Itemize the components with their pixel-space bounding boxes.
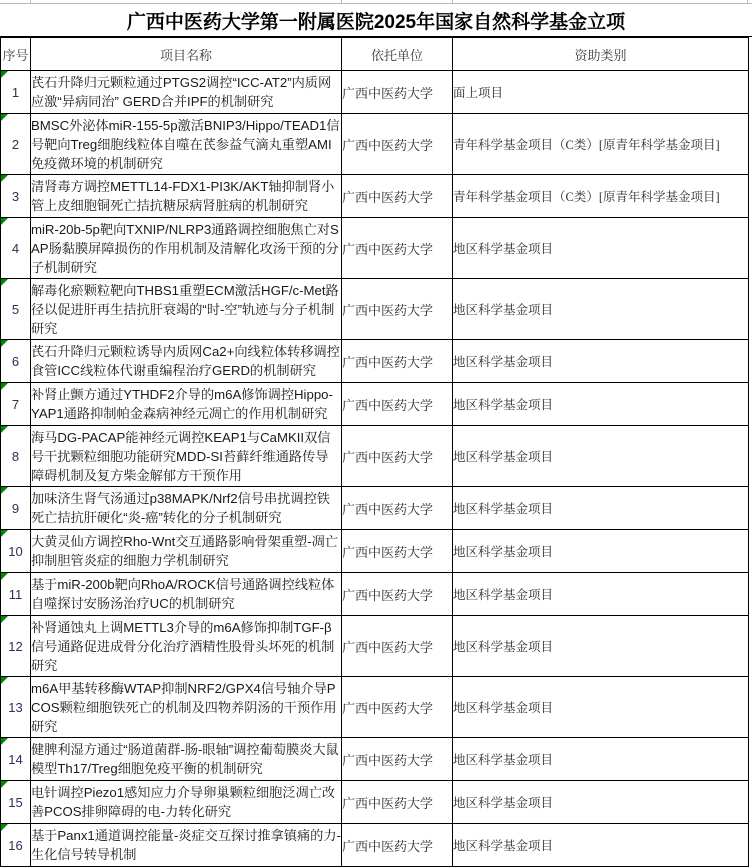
cell-funding-category: 地区科学基金项目 <box>453 781 749 824</box>
spreadsheet-top-row-strip <box>0 0 752 4</box>
cell-project-name: 大黄灵仙方调控Rho-Wnt交互通路影响骨架重塑-凋亡抑制胆管炎症的细胞力学机制研究 <box>31 530 342 573</box>
cell-project-name: 海马DG-PACAP能神经元调控KEAP1与CaMKII双信号干扰颗粒细胞功能研究MDD-SI苔藓纤维通路传导障碍机制及复方柴金解郁方干预作用 <box>31 426 342 487</box>
cell-sequence-number: 14 <box>1 738 31 781</box>
cell-funding-category: 地区科学基金项目 <box>453 738 749 781</box>
cell-host-institution: 广西中医药大学 <box>342 340 453 383</box>
cell-host-institution: 广西中医药大学 <box>342 824 453 867</box>
cell-sequence-number: 9 <box>1 487 31 530</box>
table-body <box>1 71 749 867</box>
table-row <box>1 530 749 573</box>
column-divider <box>452 0 453 3</box>
table-row <box>1 175 749 218</box>
cell-funding-category: 地区科学基金项目 <box>453 218 749 279</box>
cell-funding-category: 地区科学基金项目 <box>453 426 749 487</box>
cell-funding-category: 地区科学基金项目 <box>453 573 749 616</box>
cell-funding-category: 地区科学基金项目 <box>453 530 749 573</box>
cell-project-name: 电针调控Piezo1感知应力介导卵巢颗粒细胞泛凋亡改善PCOS排卵障碍的电-力转化研究 <box>31 781 342 824</box>
cell-project-name: 基于miR-200b靶向RhoA/ROCK信号通路调控线粒体自噬探讨安肠汤治疗UC的机制研究 <box>31 573 342 616</box>
cell-funding-category: 面上项目 <box>453 71 749 114</box>
cell-sequence-number: 16 <box>1 824 31 867</box>
cell-host-institution: 广西中医药大学 <box>342 383 453 426</box>
cell-host-institution: 广西中医药大学 <box>342 530 453 573</box>
cell-funding-category: 青年科学基金项目（C类）[原青年科学基金项目] <box>453 114 749 175</box>
cell-sequence-number: 1 <box>1 71 31 114</box>
table-row <box>1 616 749 677</box>
cell-sequence-number: 4 <box>1 218 31 279</box>
cell-host-institution: 广西中医药大学 <box>342 487 453 530</box>
page-title: 广西中医药大学第一附属医院2025年国家自然科学基金立项 <box>126 11 626 33</box>
column-header-unit: 依托单位 <box>342 38 453 71</box>
cell-project-name: 芪石升降归元颗粒通过PTGS2调控“ICC-AT2”内质网应激“异病同治” GERD合并IPF的机制研究 <box>31 71 342 114</box>
table-row <box>1 487 749 530</box>
column-header-seq: 序号 <box>1 38 31 71</box>
cell-funding-category: 地区科学基金项目 <box>453 279 749 340</box>
cell-funding-category: 地区科学基金项目 <box>453 340 749 383</box>
table-row <box>1 824 749 867</box>
table-row <box>1 218 749 279</box>
cell-sequence-number: 7 <box>1 383 31 426</box>
table-row <box>1 383 749 426</box>
cell-host-institution: 广西中医药大学 <box>342 279 453 340</box>
worksheet <box>0 4 752 867</box>
grant-projects-table <box>0 37 749 867</box>
column-divider <box>341 0 342 3</box>
cell-project-name: 健脾利湿方通过“肠道菌群-肠-眼轴”调控葡萄膜炎大鼠模型Th17/Treg细胞免疫平衡的机制研究 <box>31 738 342 781</box>
table-row <box>1 781 749 824</box>
cell-project-name: 加味济生肾气汤通过p38MAPK/Nrf2信号串扰调控铁死亡拮抗肝硬化“炎-癌”转化的分子机制研究 <box>31 487 342 530</box>
table-header <box>1 38 749 71</box>
column-header-category: 资助类别 <box>453 38 749 71</box>
cell-sequence-number: 12 <box>1 616 31 677</box>
cell-sequence-number: 15 <box>1 781 31 824</box>
cell-sequence-number: 2 <box>1 114 31 175</box>
cell-host-institution: 广西中医药大学 <box>342 426 453 487</box>
table-row <box>1 71 749 114</box>
cell-project-name: BMSC外泌体miR-155-5p激活BNIP3/Hippo/TEAD1信号靶向Treg细胞线粒体自噬在芪参益气滴丸重塑AMI免疫微环境的机制研究 <box>31 114 342 175</box>
cell-host-institution: 广西中医药大学 <box>342 677 453 738</box>
cell-sequence-number: 13 <box>1 677 31 738</box>
cell-host-institution: 广西中医药大学 <box>342 114 453 175</box>
cell-project-name: 补肾通蚀丸上调METTL3介导的m6A修饰抑制TGF-β信号通路促进成骨分化治疗酒精性股骨头坏死的机制研究 <box>31 616 342 677</box>
cell-funding-category: 地区科学基金项目 <box>453 487 749 530</box>
cell-funding-category: 青年科学基金项目（C类）[原青年科学基金项目] <box>453 175 749 218</box>
document-title-row <box>0 4 752 37</box>
cell-sequence-number: 8 <box>1 426 31 487</box>
table-row <box>1 340 749 383</box>
cell-host-institution: 广西中医药大学 <box>342 71 453 114</box>
column-divider <box>30 0 31 3</box>
cell-project-name: 清肾毒方调控METTL14-FDX1-PI3K/AKT轴抑制肾小管上皮细胞铜死亡拮抗糖尿病肾脏病的机制研究 <box>31 175 342 218</box>
cell-host-institution: 广西中医药大学 <box>342 616 453 677</box>
cell-project-name: 补肾止颤方通过YTHDF2介导的m6A修饰调控Hippo-YAP1通路抑制帕金森病神经元凋亡的作用机制研究 <box>31 383 342 426</box>
column-divider <box>747 0 748 3</box>
cell-funding-category: 地区科学基金项目 <box>453 824 749 867</box>
cell-project-name: 基于Panx1通道调控能量-炎症交互探讨推拿镇痛的力-生化信号转导机制 <box>31 824 342 867</box>
column-header-name: 项目名称 <box>31 38 342 71</box>
cell-sequence-number: 5 <box>1 279 31 340</box>
cell-sequence-number: 11 <box>1 573 31 616</box>
table-row <box>1 114 749 175</box>
cell-sequence-number: 6 <box>1 340 31 383</box>
cell-project-name: 芪石升降归元颗粒诱导内质网Ca2+向线粒体转移调控食管ICC线粒体代谢重编程治疗GERD的机制研究 <box>31 340 342 383</box>
cell-host-institution: 广西中医药大学 <box>342 573 453 616</box>
table-row <box>1 279 749 340</box>
cell-host-institution: 广西中医药大学 <box>342 781 453 824</box>
cell-project-name: 解毒化瘀颗粒靶向THBS1重塑ECM激活HGF/c-Met路径以促进肝再生拮抗肝衰竭的“时-空”轨迹与分子机制研究 <box>31 279 342 340</box>
table-row <box>1 426 749 487</box>
cell-funding-category: 地区科学基金项目 <box>453 383 749 426</box>
table-row <box>1 677 749 738</box>
table-row <box>1 573 749 616</box>
cell-host-institution: 广西中医药大学 <box>342 175 453 218</box>
table-header-row <box>1 38 749 71</box>
cell-sequence-number: 10 <box>1 530 31 573</box>
cell-host-institution: 广西中医药大学 <box>342 738 453 781</box>
cell-host-institution: 广西中医药大学 <box>342 218 453 279</box>
cell-project-name: miR-20b-5p靶向TXNIP/NLRP3通路调控细胞焦亡对SAP肠黏膜屏障损伤的作用机制及清解化攻汤干预的分子机制研究 <box>31 218 342 279</box>
cell-sequence-number: 3 <box>1 175 31 218</box>
cell-project-name: m6A甲基转移酶WTAP抑制NRF2/GPX4信号轴介导PCOS颗粒细胞铁死亡的机制及四物养阴汤的干预作用研究 <box>31 677 342 738</box>
table-row <box>1 738 749 781</box>
cell-funding-category: 地区科学基金项目 <box>453 616 749 677</box>
cell-funding-category: 地区科学基金项目 <box>453 677 749 738</box>
